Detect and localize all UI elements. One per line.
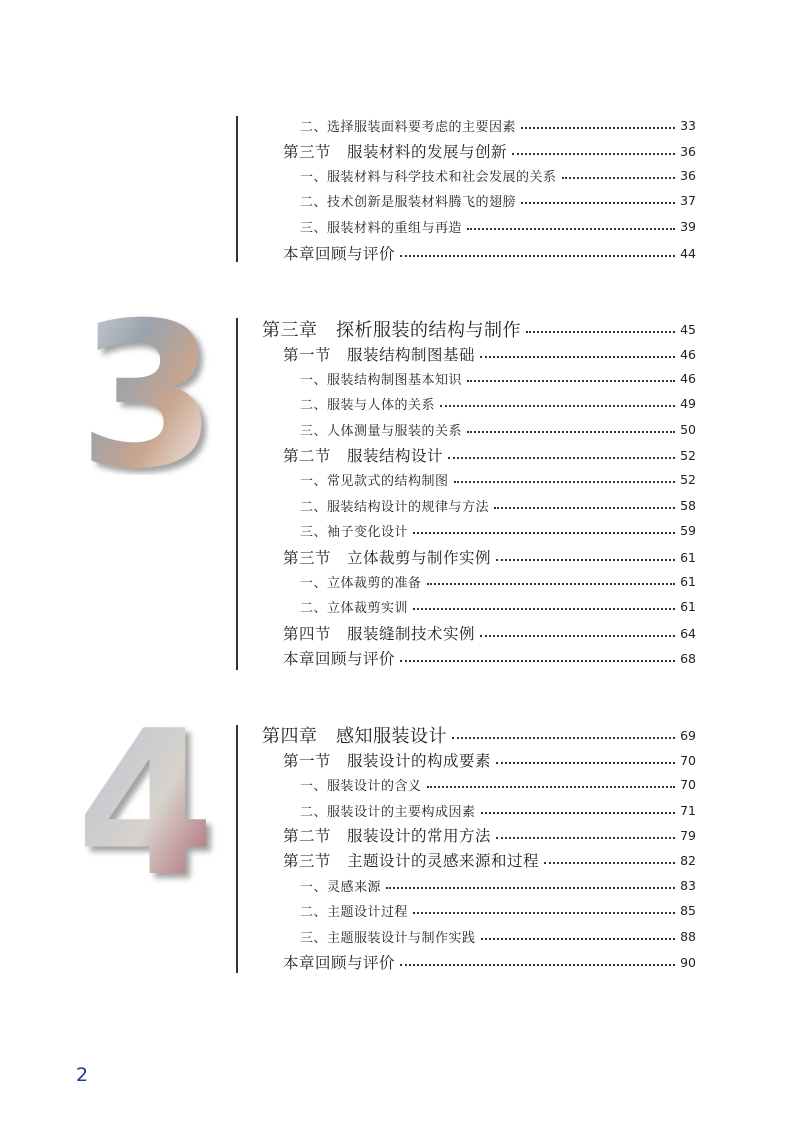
toc-entry[interactable] <box>300 367 696 389</box>
toc-entry[interactable] <box>283 444 696 466</box>
toc-entry[interactable] <box>300 164 696 186</box>
toc-page-number: 36 <box>680 143 696 159</box>
toc-entry-title: 一、服装材料与科学技术和社会发展的关系 <box>300 169 557 185</box>
toc-page-number: 50 <box>680 421 696 437</box>
dot-leader <box>496 559 675 561</box>
toc-page-number: 45 <box>680 321 696 337</box>
toc-entry[interactable] <box>300 925 696 947</box>
dot-leader <box>440 405 675 407</box>
toc-entry-title: 第三节 主题设计的灵感来源和过程 <box>283 852 540 870</box>
toc-entry[interactable] <box>300 114 696 136</box>
dot-leader <box>496 837 675 839</box>
toc-entry-title: 一、服装结构制图基本知识 <box>300 372 463 388</box>
toc-page-number: 83 <box>680 877 696 893</box>
dot-leader <box>467 431 675 433</box>
dot-leader <box>481 938 676 940</box>
toc-entry-title: 二、立体裁剪实训 <box>300 600 409 616</box>
toc-entry-title: 第三章 探析服装的结构与制作 <box>262 320 521 341</box>
dot-leader <box>480 356 675 358</box>
toc-entry-title: 二、技术创新是服装材料腾飞的翅膀 <box>300 194 517 210</box>
toc-entry[interactable] <box>283 749 696 771</box>
toc-page-number: 68 <box>680 650 696 666</box>
toc-entry-title: 三、主题服装设计与制作实践 <box>300 930 476 946</box>
toc-entry-title: 二、服装设计的主要构成因素 <box>300 804 476 820</box>
toc-entry-title: 本章回顾与评价 <box>283 650 396 668</box>
toc-entry-title: 二、服装结构设计的规律与方法 <box>300 499 490 515</box>
toc-page-number: 58 <box>680 497 696 513</box>
toc-page-number: 69 <box>680 727 696 743</box>
dot-leader <box>526 331 675 333</box>
dot-leader <box>454 481 676 483</box>
toc-entry[interactable] <box>300 595 696 617</box>
toc-page-number: 49 <box>680 395 696 411</box>
toc-entry-title: 三、袖子变化设计 <box>300 524 409 540</box>
dot-leader <box>413 912 675 914</box>
section-divider-line <box>236 318 238 670</box>
dot-leader <box>467 228 675 230</box>
toc-entry-title: 第一节 服装结构制图基础 <box>283 346 476 364</box>
dot-leader <box>480 635 675 637</box>
dot-leader <box>521 127 675 129</box>
toc-entry[interactable] <box>300 519 696 541</box>
toc-entry[interactable] <box>300 874 696 896</box>
toc-page-number: 52 <box>680 471 696 487</box>
toc-entry-title: 第四章 感知服装设计 <box>262 726 447 747</box>
toc-entry[interactable] <box>300 189 696 211</box>
section-divider-line <box>236 116 238 262</box>
toc-entry[interactable] <box>283 140 696 162</box>
toc-page-number: 61 <box>680 549 696 565</box>
toc-entry[interactable] <box>283 824 696 846</box>
toc-entry[interactable] <box>283 849 696 871</box>
toc-page-number: 36 <box>680 167 696 183</box>
chapter-4-numeral-graphic <box>76 715 226 890</box>
dot-leader <box>448 457 675 459</box>
dot-leader <box>494 507 675 509</box>
toc-entry[interactable] <box>300 773 696 795</box>
dot-leader <box>400 255 675 257</box>
toc-entry-title: 本章回顾与评价 <box>283 245 396 263</box>
toc-entry[interactable] <box>283 622 696 644</box>
toc-entry-title: 一、常见款式的结构制图 <box>300 473 449 489</box>
toc-page-number: 70 <box>680 752 696 768</box>
toc-entry[interactable] <box>300 899 696 921</box>
toc-page-number: 70 <box>680 776 696 792</box>
dot-leader <box>521 202 675 204</box>
toc-entry-title: 第二节 服装设计的常用方法 <box>283 827 492 845</box>
dot-leader <box>413 532 675 534</box>
toc-entry-title: 二、选择服装面料要考虑的主要因素 <box>300 119 517 135</box>
toc-page-number: 39 <box>680 218 696 234</box>
dot-leader <box>562 177 676 179</box>
toc-entry-title: 第三节 立体裁剪与制作实例 <box>283 549 492 567</box>
toc-entry[interactable] <box>283 951 696 973</box>
toc-page-number: 59 <box>680 522 696 538</box>
dot-leader <box>427 583 676 585</box>
toc-page-number: 90 <box>680 954 696 970</box>
toc-entry[interactable] <box>300 799 696 821</box>
toc-entry-title: 第一节 服装设计的构成要素 <box>283 752 492 770</box>
dot-leader <box>496 762 675 764</box>
dot-leader <box>481 812 676 814</box>
chapter-3-numeral-graphic <box>78 305 228 475</box>
toc-entry-title: 一、服装设计的含义 <box>300 778 422 794</box>
toc-entry-title: 二、服装与人体的关系 <box>300 397 436 413</box>
toc-page-number: 85 <box>680 902 696 918</box>
page-number: 2 <box>76 1064 89 1086</box>
toc-page-number: 46 <box>680 346 696 362</box>
toc-entry-title: 一、灵感来源 <box>300 879 382 895</box>
toc-entry-title: 一、立体裁剪的准备 <box>300 575 422 591</box>
toc-entry-title: 三、服装材料的重组与再造 <box>300 220 463 236</box>
dot-leader <box>400 964 675 966</box>
toc-entry[interactable] <box>283 343 696 365</box>
toc-entry[interactable] <box>300 570 696 592</box>
toc-entry[interactable] <box>300 418 696 440</box>
chapter-4-numeral: 4 <box>76 715 216 890</box>
toc-entry[interactable] <box>300 392 696 414</box>
toc-entry[interactable] <box>283 647 696 669</box>
toc-entry[interactable] <box>300 215 696 237</box>
chapter-3-numeral: 3 <box>78 305 218 475</box>
dot-leader <box>400 660 675 662</box>
toc-page-number: 64 <box>680 625 696 641</box>
toc-page-number: 33 <box>680 117 696 133</box>
section-divider-line <box>236 725 238 973</box>
toc-page-number: 61 <box>680 573 696 589</box>
toc-entry-title: 第二节 服装结构设计 <box>283 447 444 465</box>
toc-entry-title: 第四节 服装缝制技术实例 <box>283 625 476 643</box>
toc-entry-title: 第三节 服装材料的发展与创新 <box>283 143 508 161</box>
toc-entry-title: 本章回顾与评价 <box>283 954 396 972</box>
dot-leader <box>413 608 675 610</box>
toc-entry[interactable] <box>300 494 696 516</box>
toc-chapter-entry[interactable] <box>262 318 696 340</box>
toc-entry[interactable] <box>300 468 696 490</box>
toc-page-number: 61 <box>680 598 696 614</box>
dot-leader <box>544 862 675 864</box>
dot-leader <box>386 887 675 889</box>
toc-page-number: 52 <box>680 447 696 463</box>
toc-chapter-entry[interactable] <box>262 724 696 746</box>
toc-page-number: 88 <box>680 928 696 944</box>
toc-page-number: 46 <box>680 370 696 386</box>
toc-entry[interactable] <box>283 242 696 264</box>
toc-entry-title: 二、主题设计过程 <box>300 904 409 920</box>
dot-leader <box>452 737 675 739</box>
toc-page-number: 37 <box>680 192 696 208</box>
toc-page-number: 79 <box>680 827 696 843</box>
toc-page-number: 44 <box>680 245 696 261</box>
toc-page-number: 71 <box>680 802 696 818</box>
dot-leader <box>467 380 675 382</box>
toc-entry-title: 三、人体测量与服装的关系 <box>300 423 463 439</box>
toc-page-number: 82 <box>680 852 696 868</box>
dot-leader <box>427 786 676 788</box>
dot-leader <box>512 153 675 155</box>
toc-entry[interactable] <box>283 546 696 568</box>
